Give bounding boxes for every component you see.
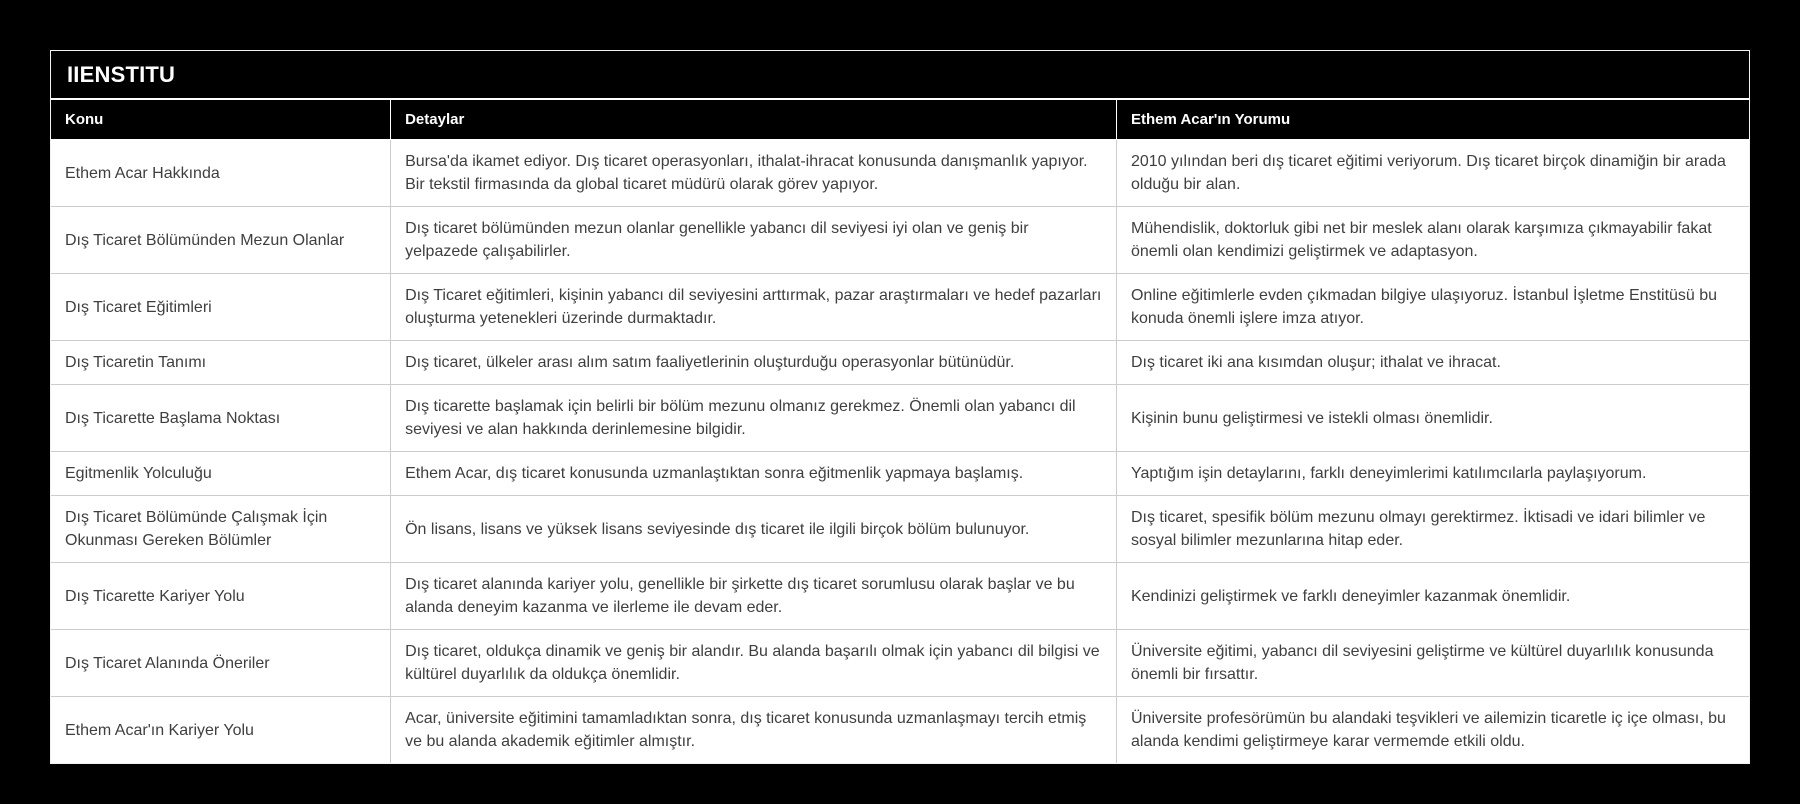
- topic-cell: Dış Ticaret Bölümünde Çalışmak İçin Okunması Gereken Bölümler: [51, 496, 391, 563]
- comment-cell: Dış ticaret, spesifik bölüm mezunu olmayı gerektirmez. İktisadi ve idari bilimler ve sosyal bilimler mezunlarına hitap eder.: [1116, 496, 1749, 563]
- topic-cell: Ethem Acar'ın Kariyer Yolu: [51, 697, 391, 764]
- table-row: [51, 140, 1749, 207]
- table-body: [51, 140, 1749, 764]
- topic-cell: Dış Ticaret Alanında Öneriler: [51, 630, 391, 697]
- details-cell: Dış ticaret, ülkeler arası alım satım faaliyetlerinin oluşturduğu operasyonlar bütünüdür.: [391, 341, 1117, 385]
- comment-cell: Kendinizi geliştirmek ve farklı deneyimler kazanmak önemlidir.: [1116, 563, 1749, 630]
- table-row: [51, 452, 1749, 496]
- details-cell: Dış ticarette başlamak için belirli bir bölüm mezunu olmanız gerekmez. Önemli olan yabancı dil seviyesi ve alan hakkında derinlemesine bilgidir.: [391, 385, 1117, 452]
- comment-cell: Üniversite eğitimi, yabancı dil seviyesini geliştirme ve kültürel duyarlılık konusunda önemli bir fırsattır.: [1116, 630, 1749, 697]
- table-header-row: [51, 100, 1749, 140]
- table-row: [51, 496, 1749, 563]
- comment-cell: Yaptığım işin detaylarını, farklı deneyimlerimi katılımcılarla paylaşıyorum.: [1116, 452, 1749, 496]
- comment-cell: 2010 yılından beri dış ticaret eğitimi veriyorum. Dış ticaret birçok dinamiğin bir arada olduğu bir alan.: [1116, 140, 1749, 207]
- details-cell: Ön lisans, lisans ve yüksek lisans seviyesinde dış ticaret ile ilgili birçok bölüm bulunuyor.: [391, 496, 1117, 563]
- comment-cell: Üniversite profesörümün bu alandaki teşvikleri ve ailemizin ticaretle iç içe olması, bu alanda kendimi geliştirmeye karar vermemde etkili oldu.: [1116, 697, 1749, 764]
- topic-cell: Dış Ticaretin Tanımı: [51, 341, 391, 385]
- table-row: [51, 207, 1749, 274]
- topic-cell: Dış Ticarette Başlama Noktası: [51, 385, 391, 452]
- table-row: [51, 563, 1749, 630]
- table-row: [51, 274, 1749, 341]
- content-panel: [50, 50, 1750, 764]
- page-title: IIENSTITU: [51, 51, 1749, 99]
- topic-cell: Ethem Acar Hakkında: [51, 140, 391, 207]
- topic-cell: Egitmenlik Yolculuğu: [51, 452, 391, 496]
- topic-cell: Dış Ticaret Bölümünden Mezun Olanlar: [51, 207, 391, 274]
- column-header-detaylar: Detaylar: [391, 100, 1117, 140]
- table-row: [51, 341, 1749, 385]
- details-cell: Ethem Acar, dış ticaret konusunda uzmanlaştıktan sonra eğitmenlik yapmaya başlamış.: [391, 452, 1117, 496]
- column-header-yorum: Ethem Acar'ın Yorumu: [1116, 100, 1749, 140]
- table-row: [51, 697, 1749, 764]
- details-cell: Dış ticaret alanında kariyer yolu, genellikle bir şirkette dış ticaret sorumlusu olarak başlar ve bu alanda deneyim kazanma ve ilerleme ile devam eder.: [391, 563, 1117, 630]
- details-cell: Dış Ticaret eğitimleri, kişinin yabancı dil seviyesini arttırmak, pazar araştırmaları ve hedef pazarları oluşturma yetenekleri üzerinde durmaktadır.: [391, 274, 1117, 341]
- details-cell: Bursa'da ikamet ediyor. Dış ticaret operasyonları, ithalat-ihracat konusunda danışmanlık yapıyor. Bir tekstil firmasında da global ticaret müdürü olarak görev yapıyor.: [391, 140, 1117, 207]
- table-row: [51, 385, 1749, 452]
- comment-cell: Kişinin bunu geliştirmesi ve istekli olması önemlidir.: [1116, 385, 1749, 452]
- details-cell: Dış ticaret bölümünden mezun olanlar genellikle yabancı dil seviyesi iyi olan ve geniş bir yelpazede çalışabilirler.: [391, 207, 1117, 274]
- topics-table: [51, 99, 1749, 763]
- topic-cell: Dış Ticarette Kariyer Yolu: [51, 563, 391, 630]
- table-row: [51, 630, 1749, 697]
- topic-cell: Dış Ticaret Eğitimleri: [51, 274, 391, 341]
- comment-cell: Mühendislik, doktorluk gibi net bir meslek alanı olarak karşımıza çıkmayabilir fakat önemli olan kendimizi geliştirmek ve adaptasyon.: [1116, 207, 1749, 274]
- comment-cell: Online eğitimlerle evden çıkmadan bilgiye ulaşıyoruz. İstanbul İşletme Enstitüsü bu konuda önemli işlere imza atıyor.: [1116, 274, 1749, 341]
- details-cell: Dış ticaret, oldukça dinamik ve geniş bir alandır. Bu alanda başarılı olmak için yabancı dil bilgisi ve kültürel duyarlılık da oldukça önemlidir.: [391, 630, 1117, 697]
- comment-cell: Dış ticaret iki ana kısımdan oluşur; ithalat ve ihracat.: [1116, 341, 1749, 385]
- details-cell: Acar, üniversite eğitimini tamamladıktan sonra, dış ticaret konusunda uzmanlaşmayı tercih etmiş ve bu alanda akademik eğitimler almıştır.: [391, 697, 1117, 764]
- column-header-konu: Konu: [51, 100, 391, 140]
